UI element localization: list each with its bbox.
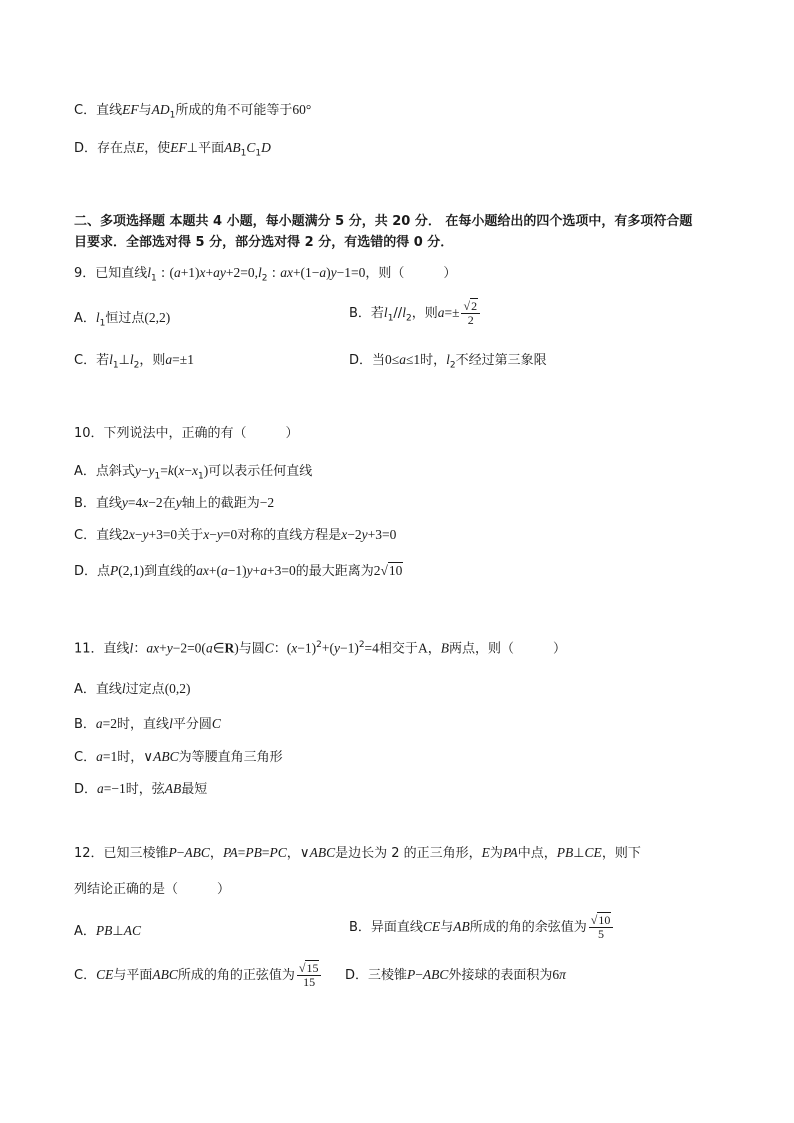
q12-option-b: B．异面直线CE与AB所成的角的余弦值为 $\frac{√10}{5}$ xyxy=(349,914,615,941)
q10-option-c: C．直线2x−y+3=0关于x−y=0对称的直线方程是x−2y+3=0 xyxy=(74,527,397,543)
q8-option-c: C．直线EF与$AD_1$所成的角不可能等于60° xyxy=(74,102,312,121)
q12-option-d: D．三棱锥P−ABC外接球的表面积为6π xyxy=(345,967,566,983)
q9-option-b: B．若$l_1//l_2$，则a=± $\frac{√2}{2}$ xyxy=(349,300,482,329)
section-heading-line2: 目要求．全部选对得 5 分，部分选对得 2 分，有选错的得 0 分． xyxy=(74,235,454,250)
q9-stem: 9．已知直线$l_1$ : $(a+1)x+ay+2=0,l_2$ : ax+(1−a)y−1=0，则（ ） xyxy=(74,265,457,284)
q12-stem-line2: 列结论正确的是（ ） xyxy=(74,882,231,897)
q8-option-d: D．存在点E，使EF⊥平面$AB_1C_1D$ xyxy=(74,140,271,159)
q11-option-d: D．a=−1时，弦AB最短 xyxy=(74,781,208,797)
q9-option-c: C．若$l_1\perp l_2$，则a=±1 xyxy=(74,352,194,371)
q10-option-a: A．点斜式$y-y_1=k(x-x_1)$可以表示任何直线 xyxy=(74,463,313,482)
q12-stem-line1: 12．已知三棱锥P−ABC，PA=PB=PC，∨ABC是边长为 2 的正三角形，E为PA中点，PB⊥CE，则下 xyxy=(74,845,641,861)
q10-stem: 10．下列说法中，正确的有（ ） xyxy=(74,426,299,441)
q10-option-d: D．点P(2,1)到直线的ax+(a−1)y+a+3=0的最大距离为2√10 xyxy=(74,563,403,579)
q11-option-b: B．a=2时，直线l平分圆C xyxy=(74,716,221,732)
section-heading-line1: 二、多项选择题 本题共 4 小题，每小题满分 5 分，共 20 分． 在每小题给出的四个选项中，有多项符合题 xyxy=(74,214,693,229)
q10-option-b: B．直线y=4x−2在y轴上的截距为−2 xyxy=(74,495,275,511)
q12-option-a: A．PB⊥AC xyxy=(74,923,141,939)
q11-option-a: A．直线l过定点(0,2) xyxy=(74,681,191,697)
q11-stem: 11．直线l：ax+y−2=0(a∈R)与圆C：$(x-1)^2+(y-1)^2=4$相交于A，B两点，则（ ） xyxy=(74,640,566,657)
q9-option-a: A．$l_1$恒过点(2,2) xyxy=(74,310,171,329)
q9-option-d: D．当0≤a≤1时，$l_2$不经过第三象限 xyxy=(349,352,547,371)
q11-option-c: C．a=1时，∨ABC为等腰直角三角形 xyxy=(74,749,283,765)
q12-option-c: C．CE与平面ABC所成的角的正弦值为 $\frac{√15}{15}$ xyxy=(74,962,323,989)
